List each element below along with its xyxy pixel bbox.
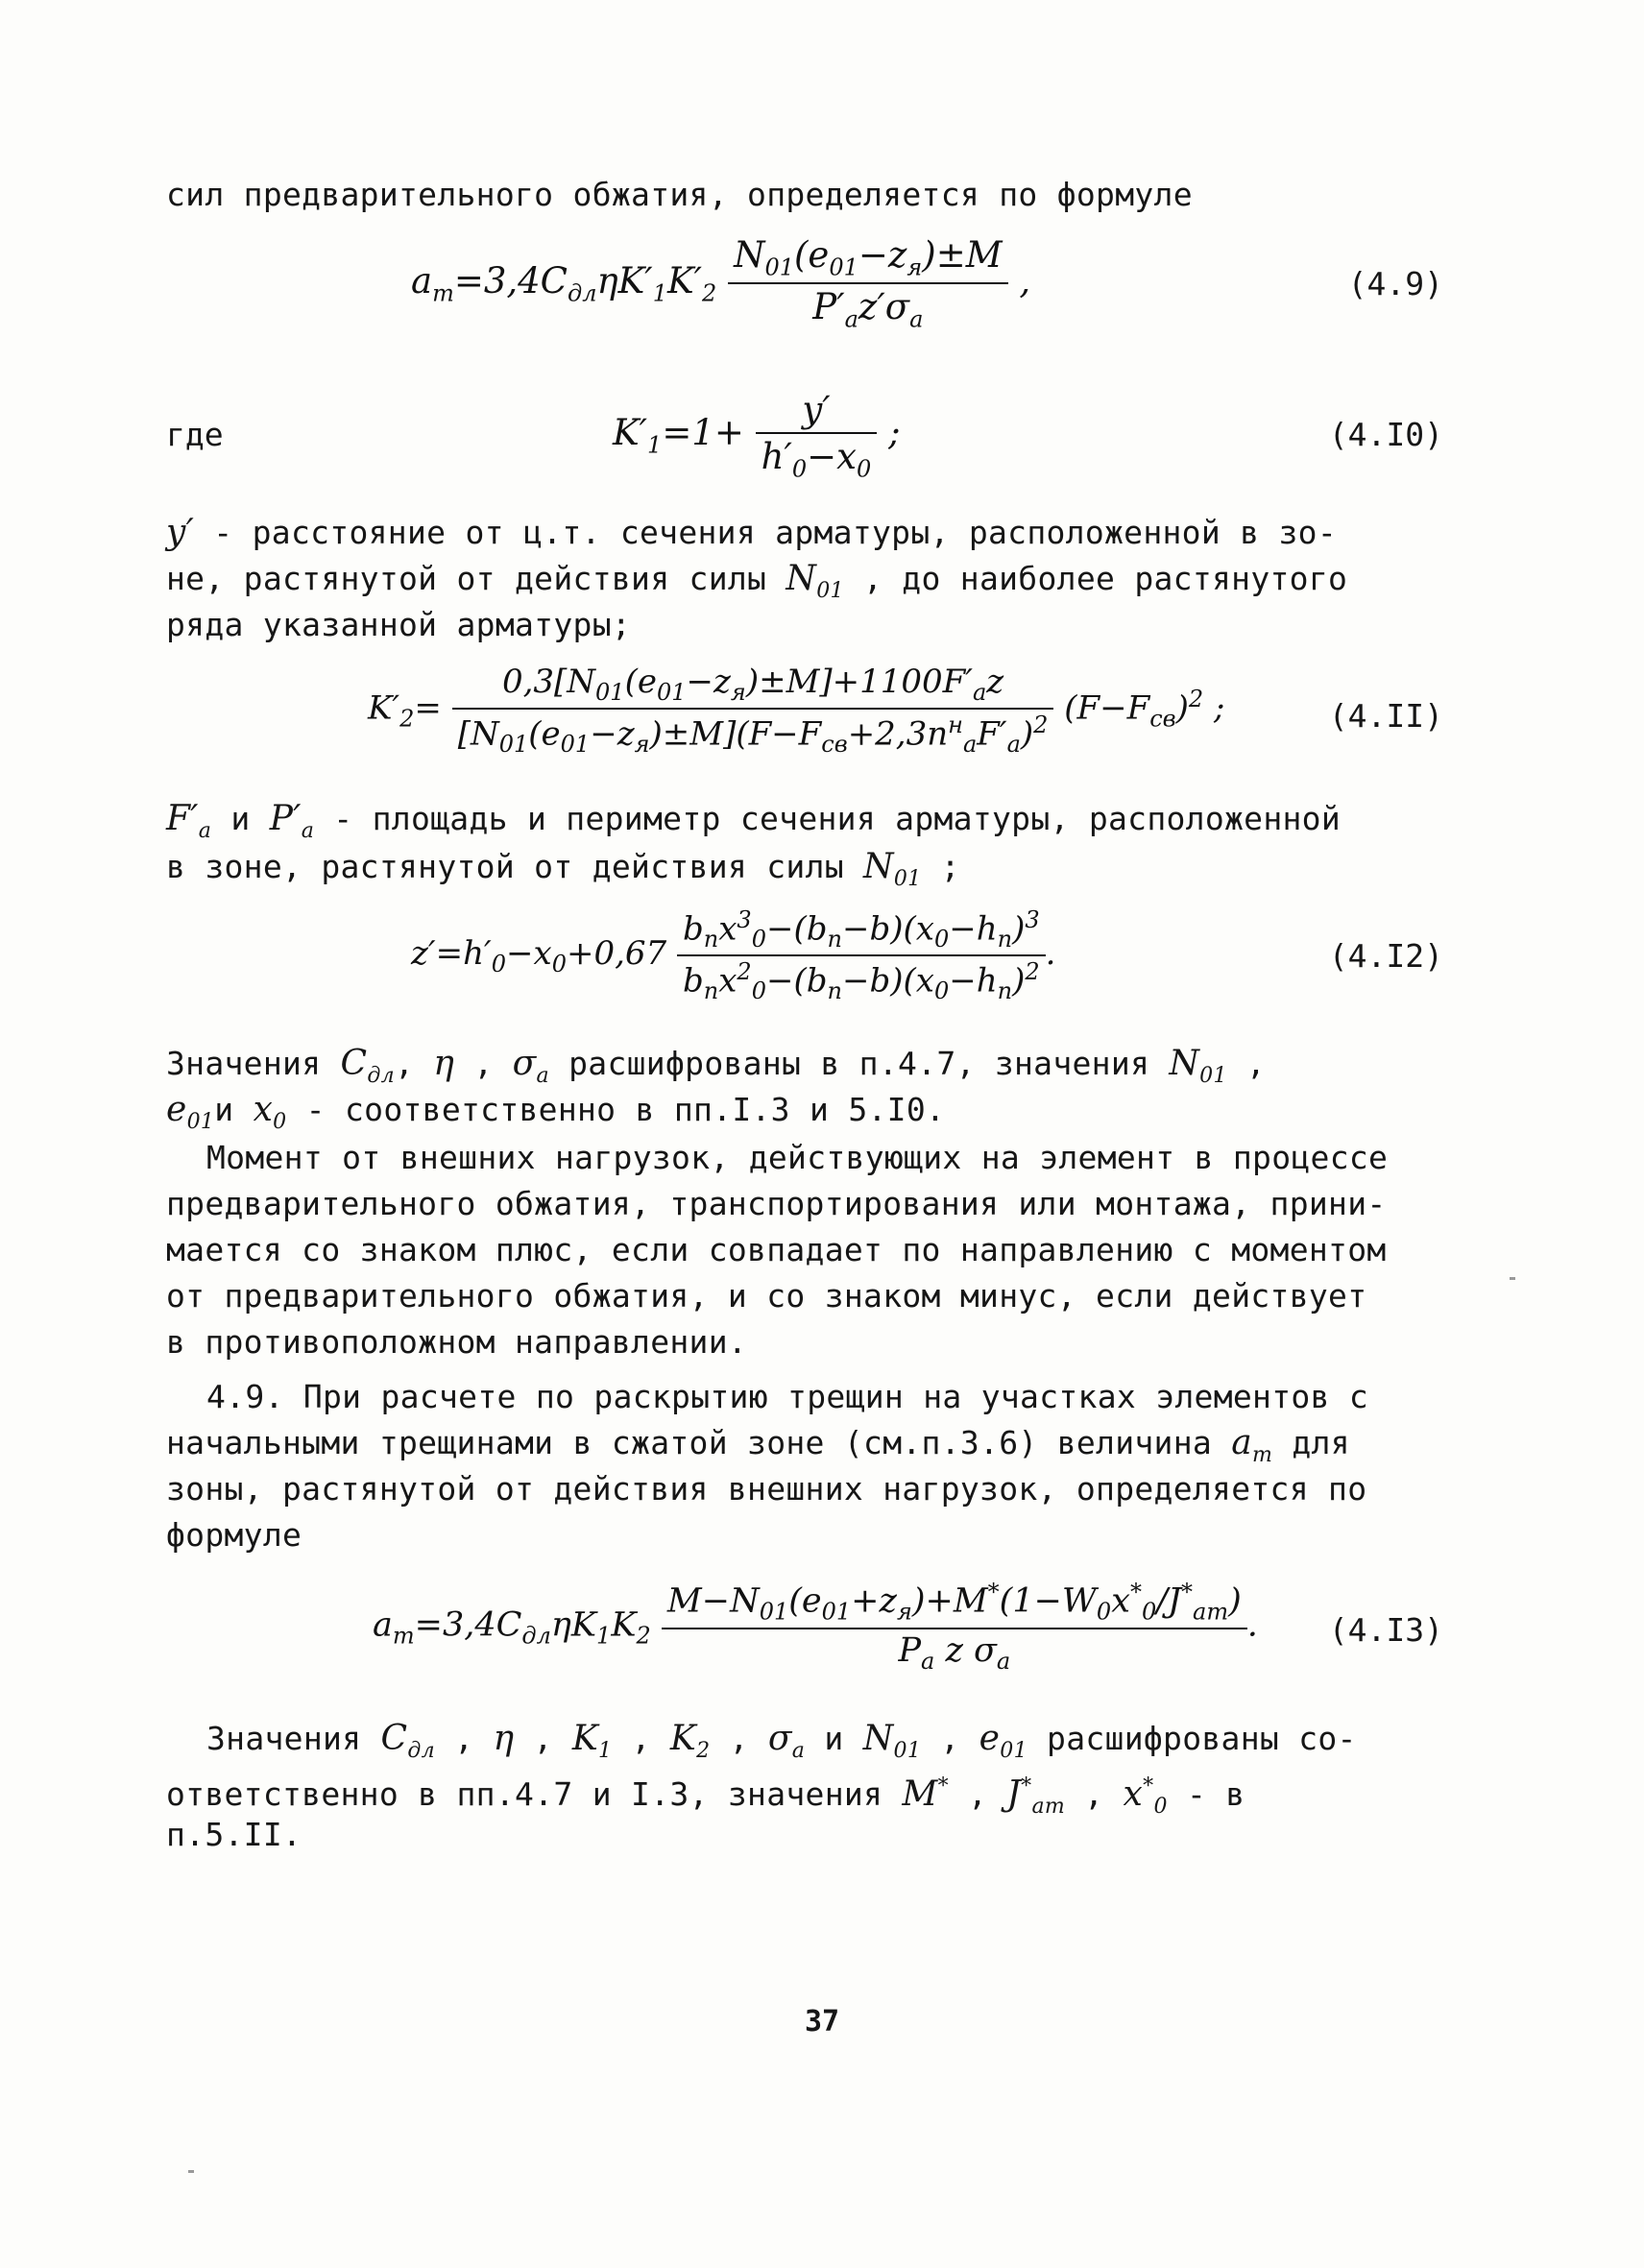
formula-a-t-4-9: $a_т=3,4C_{дл}\eta K'_1K'_2$ $\frac{N_{01}(e_{01}-z_я)\pm M}{P'_az'\sigma_a}$ , xyxy=(411,234,1031,333)
equation-number: (4.I2) xyxy=(1328,937,1443,975)
symbol-n01: $N_{01}$ xyxy=(863,847,922,892)
text-line: в противоположном направлении. xyxy=(166,1323,748,1361)
symbol-eta: η xyxy=(433,1044,455,1083)
equation-4-13 xyxy=(166,1575,1443,1690)
symbol-x0-star: $x^*_0$ xyxy=(1123,1774,1168,1820)
equation-4-12 xyxy=(166,903,1443,1018)
symbol-n01: $N_{01}$ xyxy=(862,1719,922,1764)
text-span: ответственно в пп.4.7 и I.3, значения xyxy=(166,1775,883,1813)
symbol-e01: $e_{01}$ xyxy=(166,1090,215,1135)
text-line: Значения $C_{дл}$ , η , $K_1$ , $K_2$ , $\sigma_a$ и $N_{01}$ , $e_{01}$ расшифрованы со- xyxy=(206,1719,1357,1764)
text-span: для xyxy=(1292,1424,1350,1461)
text-span: и xyxy=(214,1091,234,1128)
text-span: - расстояние от ц.т. сечения арматуры, расположенной в зо- xyxy=(213,514,1338,551)
text-line: предварительного обжатия, транспортирования или монтажа, прини- xyxy=(166,1185,1387,1222)
text-line: п.5.II. xyxy=(166,1816,302,1853)
symbol-p-a-prime: $P'_a$ xyxy=(269,799,315,844)
text-line: 4.9. При расчете по раскрытию трещин на участках элементов с xyxy=(206,1378,1369,1415)
equation-number: (4.II) xyxy=(1328,697,1443,735)
where-label: где xyxy=(166,416,224,453)
scan-speck xyxy=(1510,1277,1515,1280)
text-line: от предварительного обжатия, и со знаком минус, если действует xyxy=(166,1277,1367,1315)
text-span: не, растянутой от действия силы xyxy=(166,560,767,597)
formula-z-prime: $z'=h'_0-x_0+0,67$ $\frac{b_пx^3_0-(b_п-b)(x_0-h_п)^3}{b_пx^2_0-(b_п-b)(x_0-h_п)^2}$ . xyxy=(411,906,1056,1005)
symbol-sigma-a: $\sigma_a$ xyxy=(767,1719,806,1764)
text-line: Момент от внешних нагрузок, действующих на элемент в процессе xyxy=(206,1139,1389,1176)
symbol-e01: $e_{01}$ xyxy=(979,1719,1028,1764)
symbol-a-t: $a_т$ xyxy=(1231,1423,1273,1468)
equation-number: (4.I3) xyxy=(1328,1611,1443,1649)
text-line: формуле xyxy=(166,1516,302,1554)
text-line: сил предварительного обжатия, определяется по формуле xyxy=(166,176,1193,213)
text-span: Значения xyxy=(206,1720,362,1757)
text-span: расшифрованы со- xyxy=(1047,1720,1357,1757)
symbol-k1: $K_1$ xyxy=(571,1719,613,1764)
text-span: ; xyxy=(940,848,960,885)
symbol-n01: $N_{01}$ xyxy=(786,559,844,604)
formula-a-t-4-13: $a_т=3,4C_{дл}\eta K_1K_2$ $\frac{M-N_{01}(e_{01}+z_я)+M^*(1-W_0x^*_0/J^*_{ат})}{P_a z \sigma_a}$ . xyxy=(373,1579,1258,1675)
symbol-c-dl: $C_{дл}$ xyxy=(340,1044,395,1089)
equation-4-11 xyxy=(166,659,1443,774)
text-line xyxy=(166,511,1443,555)
text-span: - в xyxy=(1186,1775,1245,1813)
formula-k2: $K'_2=$ $\frac{0,3[N_{01}(e_{01}-z_я)\pm M]+1100F'_az}{[N_{01}(e_{01}-z_я)\pm M](F-F_{св}+2,3n^н_aF'_a)^2}$ $(F-F_{св})^2$ ; xyxy=(368,663,1225,758)
text-span: начальными трещинами в сжатой зоне (см.п.3.6) величина xyxy=(166,1424,1213,1461)
symbol-x0: $x_0$ xyxy=(253,1090,287,1135)
text-line: мается со знаком плюс, если совпадает по направлению с моментом xyxy=(166,1231,1387,1268)
text-line: ответственно в пп.4.7 и I.3, значения M* , $J^*_{ат}$ , $x^*_0$ - в xyxy=(166,1774,1245,1820)
text-span: - площадь и периметр сечения арматуры, расположенной xyxy=(333,800,1342,837)
text-span: , до наиболее растянутого xyxy=(862,560,1348,597)
equation-number: (4.9) xyxy=(1347,265,1443,302)
scan-speck xyxy=(188,2170,194,2173)
symbol-k2: $K_2$ xyxy=(669,1719,711,1764)
symbol-y-prime: y′ xyxy=(166,513,195,552)
symbol-f-a-prime: $F'_a$ xyxy=(166,799,212,844)
text-line: ряда указанной арматуры; xyxy=(166,606,632,643)
formula-k1: $K'_1=1+$ $\frac{y'}{h'_0-x_0}$ ; xyxy=(613,389,901,483)
symbol-eta: η xyxy=(493,1719,515,1758)
text-line: Значения $C_{дл}$, η , $\sigma_a$ расшифрованы в п.4.7, значения $N_{01}$ , xyxy=(166,1044,1267,1089)
page-number: 37 xyxy=(804,2005,840,2039)
symbol-c-dl: $C_{дл}$ xyxy=(380,1719,435,1764)
text-span: Значения xyxy=(166,1045,322,1082)
text-span: и xyxy=(824,1720,844,1757)
symbol-sigma-a: $\sigma_a$ xyxy=(512,1044,549,1089)
equation-number: (4.I0) xyxy=(1328,416,1443,453)
text-span: расшифрованы в п.4.7, значения xyxy=(568,1045,1150,1082)
text-span: и xyxy=(230,800,251,837)
equation-4-9 xyxy=(166,234,1443,340)
text-line xyxy=(166,845,1443,902)
symbol-n01: $N_{01}$ xyxy=(1169,1044,1227,1089)
text-span: в зоне, растянутой от действия силы xyxy=(166,848,844,885)
text-span: - соответственно в пп.I.3 и 5.I0. xyxy=(305,1091,946,1128)
equation-4-10 xyxy=(166,389,1443,485)
symbol-j-at-star: $J^*_{ат}$ xyxy=(1006,1774,1066,1820)
text-line: зоны, растянутой от действия внешних нагрузок, определяется по xyxy=(166,1470,1367,1508)
symbol-m-star: M* xyxy=(902,1774,949,1814)
